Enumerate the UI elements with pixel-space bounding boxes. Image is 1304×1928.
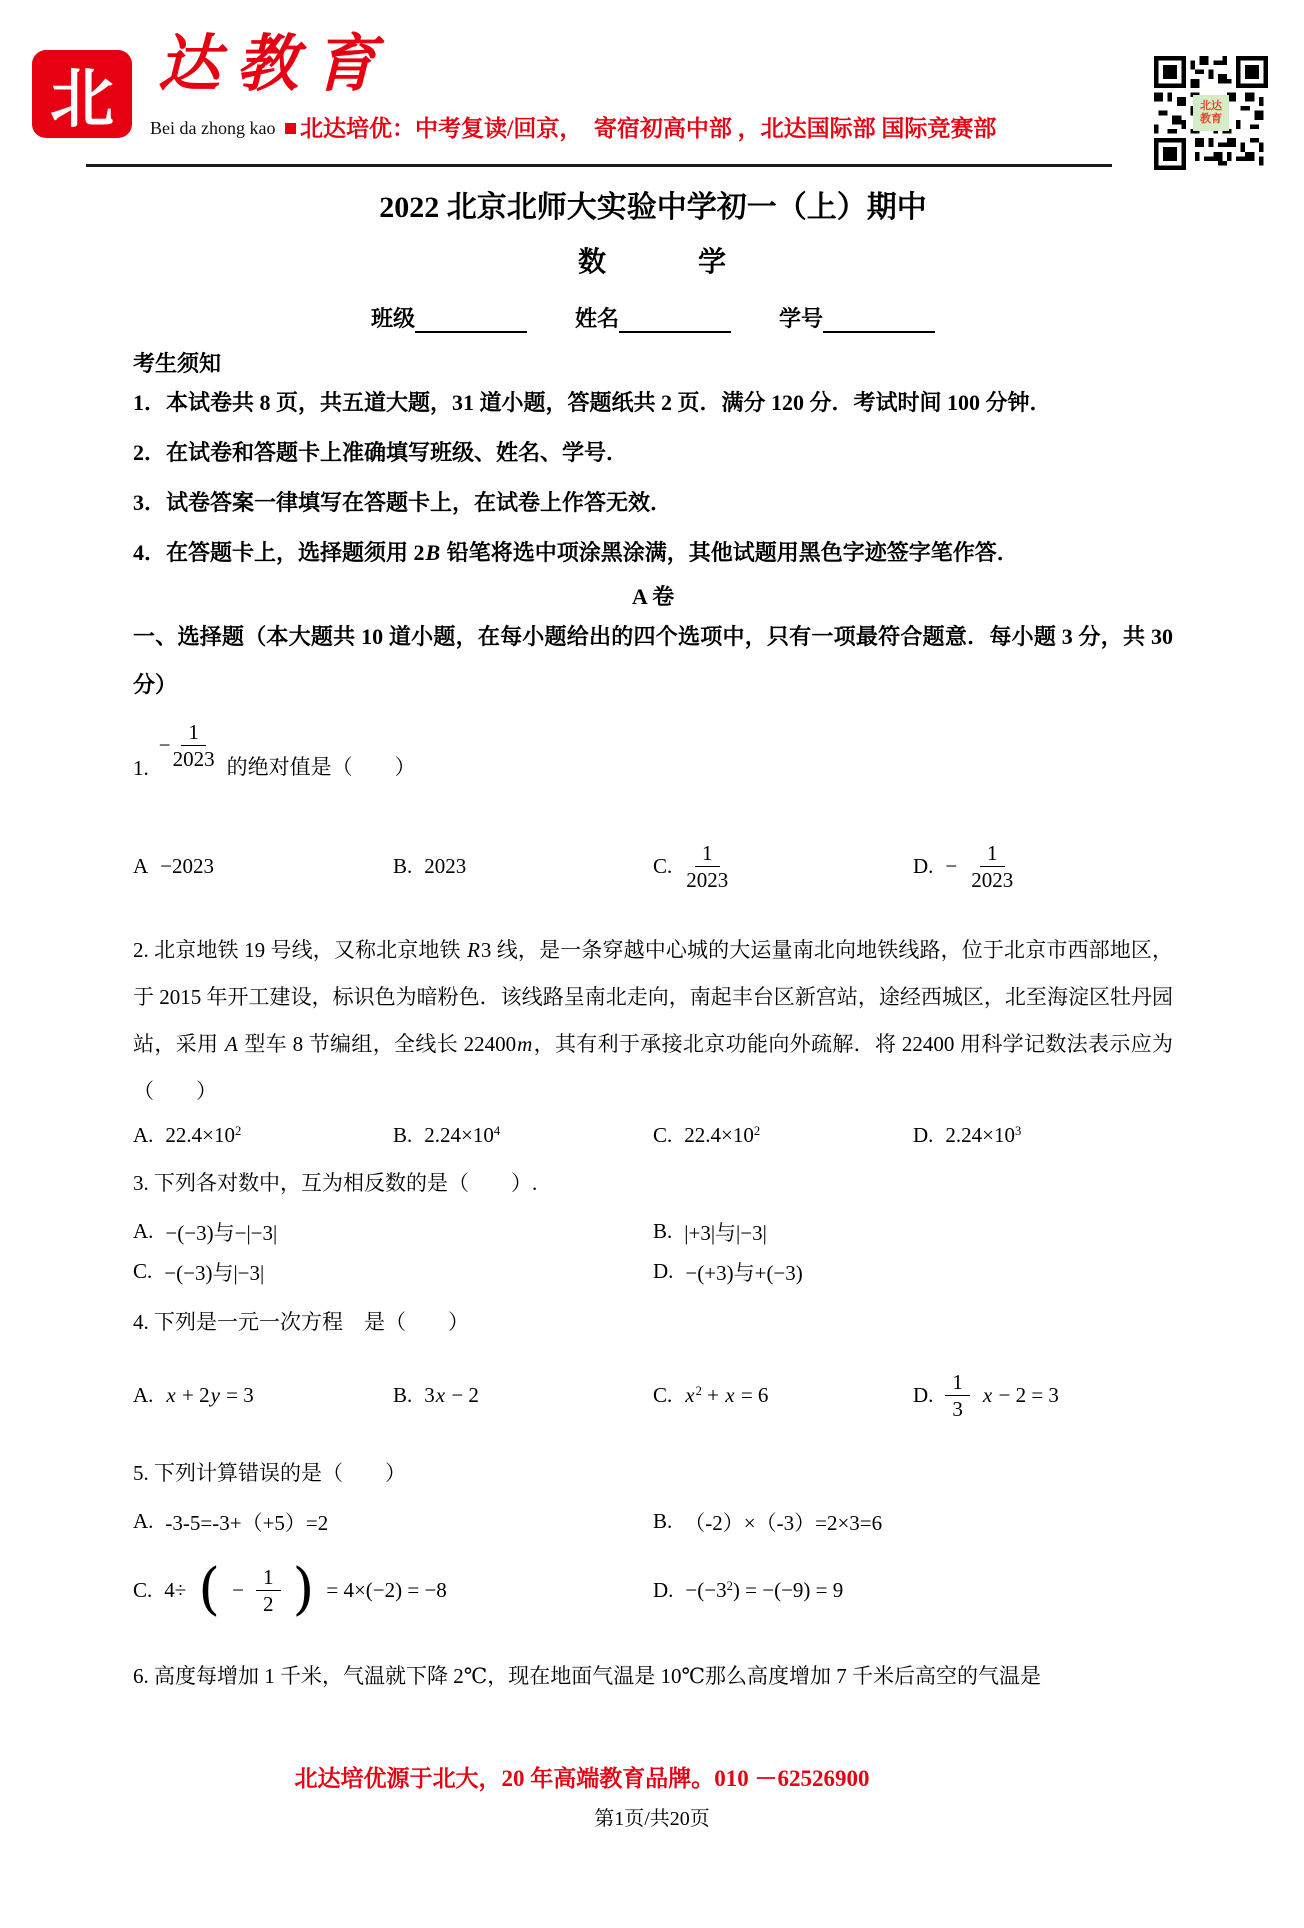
question-6-text: 6. 高度每增加 1 千米，气温就下降 2℃，现在地面气温是 10℃那么高度增加 7 千米后高空的气温是 (133, 1663, 1041, 1688)
name-label: 姓名 (574, 306, 619, 331)
brand-latin (150, 118, 296, 139)
class-field (371, 302, 527, 333)
option-d: D. $2.24\times 10^3$ (913, 1122, 1022, 1147)
question-1-text: 的绝对值是（ ） (226, 754, 416, 779)
option-b: B. |+3|与|−3| (653, 1219, 767, 1245)
minus-sign: − (158, 733, 171, 758)
notice-item-3: 3．试卷答案一律填写在答题卡上，在试卷上作答无效． (133, 490, 673, 515)
option-a: A −2023 (133, 854, 215, 878)
question-4-options (133, 1354, 1173, 1438)
qr-label-bottom: 教育 (1200, 113, 1222, 125)
question-5-options-row-2 (133, 1541, 1173, 1641)
notice-item-4: 4．在答题卡上，选择题须用 2B 铅笔将选中项涂黑涂满，其他试题用黑色字迹签字笔作答． (133, 540, 1019, 565)
option-c: C. 4÷ ( − $\frac{1}{2}$ ) = 4×(−2) = −8 (133, 1557, 447, 1623)
option-c: C. $x^2 + x = 6$ (653, 1383, 769, 1407)
student-id-label: 学号 (779, 306, 824, 331)
notice-item-1: 1．本试卷共 8 页，共五道大题，31 道小题，答题纸共 2 页．满分 120 分．考试时间 100 分钟． (133, 390, 1052, 415)
option-c: C. −(−3)与|−3| (133, 1259, 265, 1285)
qr-code-icon (1154, 56, 1268, 170)
option-b: B. （-2）×（-3）=2×3=6 (653, 1509, 883, 1535)
question-1-options (133, 819, 1173, 915)
header-divider (86, 164, 1112, 167)
page-footer (0, 1760, 1304, 1831)
option-a: A. x + 2y = 3 (133, 1383, 254, 1407)
option-d: D. $-(-3^2) = -(-9) = 9$ (653, 1578, 844, 1602)
header (0, 0, 1304, 172)
student-fields (133, 302, 1173, 333)
brand-seal-icon (32, 50, 132, 138)
student-id-blank-line (823, 307, 935, 333)
notice-heading: 考生须知 (133, 351, 222, 376)
option-c: C. $\frac{1}{2023}$ (653, 840, 729, 892)
question-1-fraction: − $\frac{1}{2023}$ (158, 720, 215, 772)
qr-label-top: 北达 (1200, 100, 1222, 113)
option-d: D. −(+3)与+(−3) (653, 1259, 803, 1285)
option-d: D. $\frac{1}{3}$ x − 2 = 3 (913, 1369, 1059, 1421)
subject-title: 数 学 (577, 247, 728, 278)
option-c: C. $22.4\times 10^2$ (653, 1122, 761, 1147)
question-3-options-row-2 (133, 1257, 1173, 1287)
brand-name: 达教育 (158, 31, 393, 99)
promo-banner: 北达培优：中考复读/回京， 寄宿初高中部 ，北达国际部 国际竞赛部 (300, 116, 997, 141)
footer-promo: 北达培优源于北大，20 年高端教育品牌。010 －62526900 (294, 1766, 870, 1791)
option-a: A. -3-5=-3+（+5）=2 (133, 1509, 329, 1535)
option-b: B. 3x − 2 (393, 1383, 479, 1407)
brand-latin-text: Bei da zhong kao (150, 118, 276, 138)
volume-label: A 卷 (631, 584, 675, 609)
question-3-text: 3. 下列各对数中，互为相反数的是（ ）. (133, 1170, 538, 1195)
name-field (575, 302, 731, 333)
class-blank-line (415, 307, 527, 333)
student-id-field (779, 302, 935, 333)
qr-center-label (1193, 95, 1229, 131)
option-a: A. −(−3)与−|−3| (133, 1219, 278, 1245)
left-paren: ( (198, 1557, 221, 1623)
section-heading: 一、选择题（本大题共 10 道小题，在每小题给出的四个选项中，只有一项最符合题意．每小题 3 分，共 30 分） (133, 624, 1173, 697)
option-b: B. $2.24\times 10^4$ (393, 1122, 501, 1147)
option-b: B. 2023 (393, 854, 467, 878)
class-label: 班级 (370, 306, 415, 331)
question-2-options (133, 1123, 1173, 1148)
question-2-text: 2. 北京地铁 19 号线，又称北京地铁 R3 线，是一条穿越中心城的大运量南北向地铁线路，位于北京市西部地区，于 2015 年开工建设，标识色为暗粉色．该线路呈南北走向，南起丰台区新宫站，途经西城区，北至海淀区牡丹园站，采用 A 型车 8 节编组，全线长 22400m，其有利于承接北京功能向外疏解．将 22400 用科学记数法表示应为（ ） (133, 937, 1174, 1103)
question-1-number: 1. (133, 755, 149, 780)
minus-sign: − (945, 854, 958, 878)
name-blank-line (619, 307, 731, 333)
right-paren: ) (292, 1557, 315, 1623)
brand-seal-char: 北 (50, 64, 114, 135)
brand-square-icon (285, 123, 296, 134)
exam-body (133, 176, 1173, 1700)
question-1-stem (133, 719, 1173, 781)
option-a: A. $22.4\times 10^2$ (133, 1122, 242, 1147)
minus-sign: − (232, 1578, 244, 1602)
page-number: 第1页/共20页 (594, 1808, 710, 1830)
question-3-options-row-1 (133, 1217, 1173, 1247)
option-d: D. − $\frac{1}{2023}$ (913, 840, 1014, 892)
question-4-text: 4. 下列是一元一次方程 是（ ） (133, 1309, 469, 1334)
exam-title: 2022 北京北师大实验中学初一（上）期中 (379, 191, 927, 224)
question-5-options-row-1 (133, 1507, 1173, 1537)
question-5-text: 5. 下列计算错误的是（ ） (133, 1460, 406, 1485)
notice-item-2: 2．在试卷和答题卡上准确填写班级、姓名、学号． (133, 440, 629, 465)
